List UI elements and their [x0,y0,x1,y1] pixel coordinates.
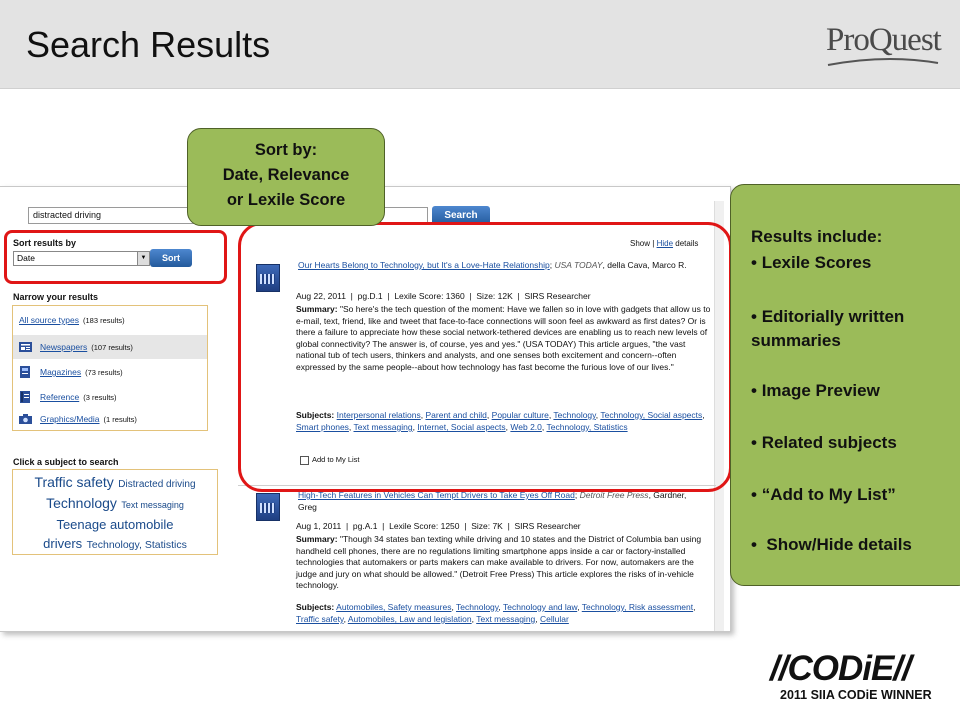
result-subjects: Subjects: Automobiles, Safety measures, Technology, Technology and law, Technology, Risk assessment, Traffic safety, Automobiles, Law and legislation, Text messaging, Cellular [296,602,696,624]
result-subjects: Subjects: Interpersonal relations, Parent and child, Popular culture, Technology, Technology, Social aspects, Smart phones, Text messaging, Internet, Social aspects, Web 2.0, Technology, Statistics [296,410,705,432]
chevron-down-icon[interactable]: ▼ [137,252,149,265]
slide-title: Search Results [26,24,271,65]
logo-swoosh-icon [826,56,940,68]
lexile-score: Lexile Score: 1250 [389,521,460,531]
subject-term[interactable]: Technology, Statistics [86,539,187,551]
callout-line: Date, Relevance [222,166,350,184]
subject-link[interactable]: Internet, Social aspects [417,422,506,432]
callout-bullet: • Show/Hide details [751,535,912,554]
camera-icon [19,413,32,425]
subjects-heading: Click a subject to search [13,457,119,467]
search-input[interactable]: distracted driving [28,207,428,224]
details-label: details [675,239,699,248]
subject-link[interactable]: Technology, Risk assessment [581,602,694,612]
subject-link[interactable]: Technology [456,602,499,612]
filter-label-wrap [19,315,125,325]
sort-by-callout [187,128,385,226]
result-title: Our Hearts Belong to Technology, but It's a Love-Hate Relationship; USA TODAY, della Cava, Marco R. [298,260,687,270]
callout-line: or Lexile Score [226,191,346,209]
filter-count: (107 results) [91,343,133,352]
narrow-heading: Narrow your results [13,292,99,302]
subject-link[interactable]: Automobiles, Law and legislation [347,614,472,624]
summary-label: Summary: [296,534,338,544]
filter-reference[interactable] [13,385,207,409]
subject-link[interactable]: Automobiles, Safety measures [336,602,452,612]
filter-label[interactable]: Graphics/Media [40,414,100,424]
filter-label-wrap [40,342,133,352]
filter-label[interactable]: Magazines [40,367,82,377]
subject-link[interactable]: Technology [553,410,596,420]
subject-term[interactable]: Text messaging [121,500,184,510]
codie-logo: //CODiE// [770,649,911,688]
summary-text: "Though 34 states ban texting while driving and 10 states and the District of Columbia ban using handheld cell phones, there are no regulations limiting smartphone apps inside a car or factory-installed technologies that automakers or parts makers can make available to drivers. For now, automakers are the judge and jury on what should be allowed." (Detroit Free Press) This article explores the risks of in-vehicle technology. [296,534,702,590]
subject-line [13,494,217,515]
summary-text: "So here's the tech question of the moment: Have we fallen so in love with gadgets that allow us to e-mail, text, friend, like and tweet that face-to-face connections will soon feel as awkward as first dates? Or is there a failure to appreciate how these social network-tethered devices are enabling us to reach new levels of global connectivity? The answer is, of course, yes and yes." (USA TODAY) This article argues, "the vast national tub of tech users, thinkers and analysts, and one senses both excitement and concern--often expressed by the same people--about how technology has fast become the furious love of our lives." [296,304,711,372]
filter-label-wrap [40,367,123,377]
subject-cloud [12,469,218,555]
result-source: Detroit Free Press [579,490,649,500]
callout-bullet: • “Add to My List” [751,485,896,504]
result-date: Aug 22, 2011 [296,291,346,301]
show-link[interactable]: Show [630,239,651,248]
callout-bullet-text: Image Preview [761,381,880,400]
sort-button[interactable]: Sort [150,249,192,267]
subject-link[interactable]: Popular culture [491,410,549,420]
callout-bullet: • Image Preview [751,381,880,400]
result-meta: Aug 22, 2011 | pg.D.1 | Lexile Score: 1360 | Size: 12K | SIRS Researcher [296,291,591,301]
callout-bullet-text: Show/Hide details [766,535,912,554]
result-date: Aug 1, 2011 [296,521,342,531]
result-source: USA TODAY [554,260,603,270]
lexile-score: Lexile Score: 1360 [394,291,465,301]
subject-link[interactable]: Text messaging [353,422,413,432]
summary-label: Summary: [296,304,338,314]
callout-bullet-text: Lexile Scores [761,253,872,272]
subject-link[interactable]: Technology, Social aspects [600,410,703,420]
subjects-label: Subjects: [296,602,335,612]
narrow-panel [12,305,208,431]
filter-count: (3 results) [83,393,117,402]
codie-award-badge [770,650,946,708]
filter-label[interactable]: All source types [19,315,79,325]
filter-count: (73 results) [85,368,123,377]
reference-icon [19,391,32,403]
result-title-link[interactable]: High-Tech Features in Vehicles Can Tempt Drivers to Take Eyes Off Road [298,490,575,500]
subject-line [13,534,217,555]
callout-heading: Results include: [751,227,883,246]
result-thumbnail[interactable] [256,493,280,521]
subject-link[interactable]: Cellular [540,614,569,624]
result-highlight-box [238,222,732,492]
result-database: SIRS Researcher [514,521,581,531]
magazine-icon [19,366,32,378]
subject-term[interactable]: drivers [43,536,83,551]
result-title-link[interactable]: Our Hearts Belong to Technology, but It's a Love-Hate Relationship [298,260,550,270]
sort-selected-value: Date [17,253,35,263]
callout-bullet-text: Related subjects [761,433,897,452]
subject-line [13,473,217,494]
filter-label[interactable]: Newspapers [40,342,88,352]
subject-term[interactable]: Technology [46,495,117,511]
codie-caption: 2011 SIIA CODiE WINNER [780,688,932,702]
newspaper-icon [19,341,32,353]
callout-line: Sort by: [254,141,318,159]
result-page: pg.A.1 [352,521,378,531]
result-summary [296,534,716,592]
results-include-callout [730,184,960,586]
subject-link[interactable]: Interpersonal relations [336,410,421,420]
result-size: Size: 7K [471,521,503,531]
hide-link[interactable]: Hide [656,239,674,248]
subject-term[interactable]: Teenage automobile [56,517,174,532]
result-title: High-Tech Features in Vehicles Can Tempt Drivers to Take Eyes Off Road; Detroit Free Press, Gardner, Greg [298,490,687,512]
subject-link[interactable]: Technology and law [502,602,578,612]
subject-line [13,515,217,534]
callout-bullet-text: Editorially written summaries [751,307,905,350]
callout-bullet: • Related subjects [751,433,897,452]
result-authors: della Cava, Marco R. [607,260,687,270]
sort-highlight-box [4,230,227,284]
callout-bullet: • Editorially written summaries [751,307,905,350]
filter-count: (183 results) [83,316,125,325]
filter-label[interactable]: Reference [40,392,80,402]
filter-label-wrap [40,414,137,424]
filter-all-sources[interactable] [13,310,207,334]
subject-term[interactable]: Distracted driving [118,479,196,490]
callout-bullet-text: “Add to My List” [761,485,896,504]
subjects-label: Subjects: [296,410,335,420]
result-authors: Gardner, Greg [298,490,687,512]
filter-newspapers[interactable] [13,335,207,359]
sort-label: Sort results by [13,238,77,248]
result-size: Size: 12K [476,291,513,301]
separator: | [652,239,655,248]
result-meta: Aug 1, 2011 | pg.A.1 | Lexile Score: 1250 | Size: 7K | SIRS Researcher [296,521,581,531]
subject-link[interactable]: Smart phones [296,422,349,432]
filter-magazines[interactable] [13,360,207,384]
filter-count: (1 results) [103,415,137,424]
filter-label-wrap [40,392,117,402]
subject-link[interactable]: Text messaging [476,614,536,624]
result-page: pg.D.1 [357,291,383,301]
callout-bullet: • Lexile Scores [751,253,872,272]
subject-link[interactable]: Web 2.0 [510,422,542,432]
subject-link[interactable]: Technology, Statistics [546,422,628,432]
subject-link[interactable]: Traffic safety [296,614,344,624]
search-button[interactable]: Search [432,206,490,225]
add-to-list-label: Add to My List [312,455,360,464]
result-database: SIRS Researcher [524,291,591,301]
proquest-logo: ProQuest [826,22,941,58]
subject-link[interactable]: Parent and child [425,410,487,420]
subject-term[interactable]: Traffic safety [34,474,114,490]
filter-graphics-media[interactable] [13,407,207,431]
